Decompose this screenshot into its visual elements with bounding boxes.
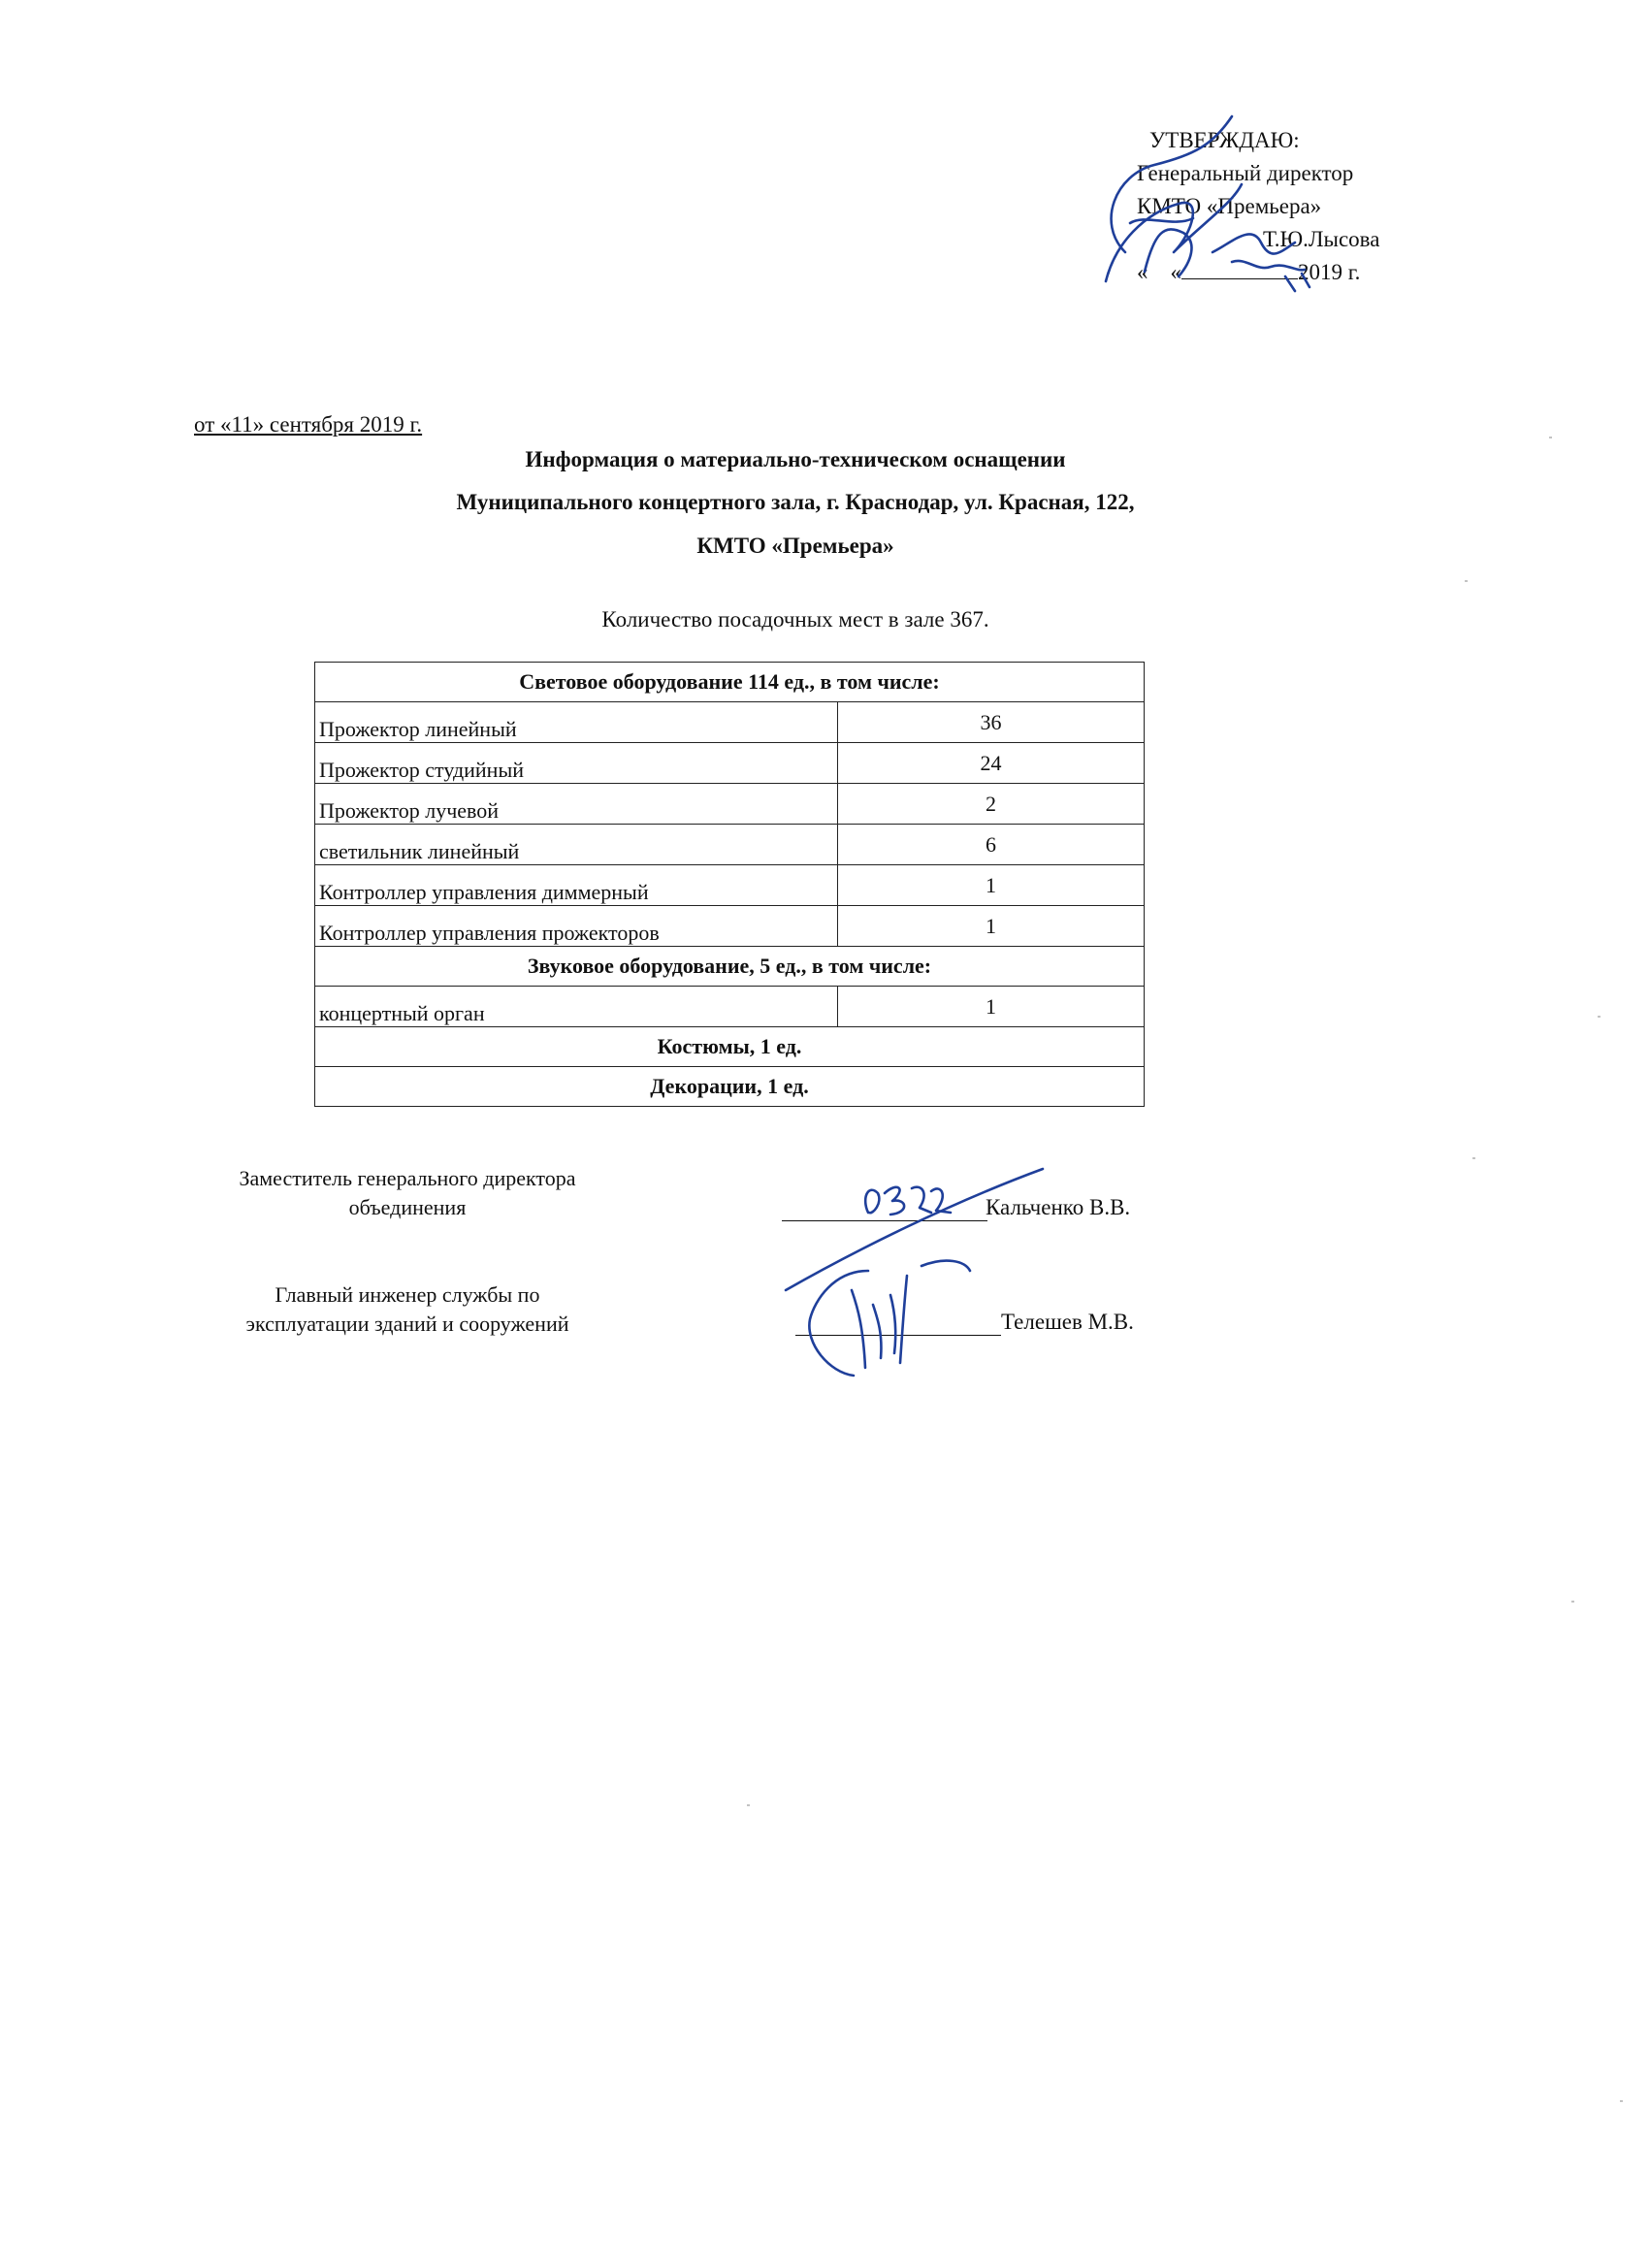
approval-date-quote: « xyxy=(1170,260,1181,284)
table-section-header xyxy=(315,947,1145,987)
approval-org: КМТО «Премьера» xyxy=(1137,194,1322,218)
signer-1-role-line-2: объединения xyxy=(348,1195,467,1219)
approval-name: Т.Ю.Лысова xyxy=(1263,227,1380,251)
signer-2-role-line-1: Главный инженер службы по xyxy=(275,1282,540,1307)
costumes-header: Костюмы, 1 ед. xyxy=(315,1027,1145,1067)
document-date: от «11» сентября 2019 г. xyxy=(194,412,423,437)
item-count: 6 xyxy=(838,825,1145,865)
approval-date-open-quote: « xyxy=(1137,260,1148,284)
scan-speck xyxy=(1465,580,1468,582)
item-name: концертный орган xyxy=(315,987,838,1027)
approval-heading: УТВЕРЖДАЮ: xyxy=(1149,128,1300,152)
table-row xyxy=(315,825,1145,865)
item-name: Контроллер управления диммерный xyxy=(315,865,838,906)
table-section-header xyxy=(315,1027,1145,1067)
item-count: 1 xyxy=(838,865,1145,906)
scan-speck xyxy=(1472,1157,1475,1159)
approval-date-year: 2019 г. xyxy=(1298,260,1361,284)
item-name: Контроллер управления прожекторов xyxy=(315,906,838,947)
table-row xyxy=(315,702,1145,743)
scan-speck xyxy=(1598,1016,1600,1018)
item-name: светильник линейный xyxy=(315,825,838,865)
table-row xyxy=(315,865,1145,906)
sound-header: Звуковое оборудование, 5 ед., в том числе: xyxy=(315,947,1145,987)
table-section-header xyxy=(315,1067,1145,1107)
item-count: 2 xyxy=(838,784,1145,825)
document-title-line-1: Информация о материально-техническом оснащении xyxy=(525,447,1066,471)
item-count: 36 xyxy=(838,702,1145,743)
item-name: Прожектор лучевой xyxy=(315,784,838,825)
signer-1-name: Кальченко В.В. xyxy=(986,1195,1131,1219)
signer-1-role xyxy=(199,1164,616,1222)
signer-1-role-line-1: Заместитель генерального директора xyxy=(239,1166,576,1190)
table-row xyxy=(315,743,1145,784)
signer-2-name: Телешев М.В. xyxy=(1001,1310,1134,1334)
director-signature xyxy=(1086,107,1339,301)
item-count: 1 xyxy=(838,906,1145,947)
decorations-header: Декорации, 1 ед. xyxy=(315,1067,1145,1107)
item-count: 1 xyxy=(838,987,1145,1027)
signer-2-signature xyxy=(776,1251,989,1387)
table-row xyxy=(315,784,1145,825)
item-count: 24 xyxy=(838,743,1145,784)
equipment-table xyxy=(314,662,1145,1107)
table-row xyxy=(315,906,1145,947)
document-title-line-3: КМТО «Премьера» xyxy=(696,534,894,558)
seats-count-line: Количество посадочных мест в зале 367. xyxy=(601,607,989,632)
scan-speck xyxy=(747,1804,750,1806)
lighting-header: Световое оборудование 114 ед., в том числе: xyxy=(315,663,1145,702)
document-title-line-2: Муниципального концертного зала, г. Краснодар, ул. Красная, 122, xyxy=(456,490,1135,514)
signer-2-role xyxy=(199,1280,616,1339)
signer-2-role-line-2: эксплуатации зданий и сооружений xyxy=(245,1312,569,1336)
approval-position: Генеральный директор xyxy=(1137,161,1354,185)
scan-speck xyxy=(1620,2100,1623,2102)
scan-speck xyxy=(1571,1601,1574,1603)
table-section-header xyxy=(315,663,1145,702)
table-row xyxy=(315,987,1145,1027)
scan-speck xyxy=(1549,437,1552,438)
item-name: Прожектор линейный xyxy=(315,702,838,743)
item-name: Прожектор студийный xyxy=(315,743,838,784)
